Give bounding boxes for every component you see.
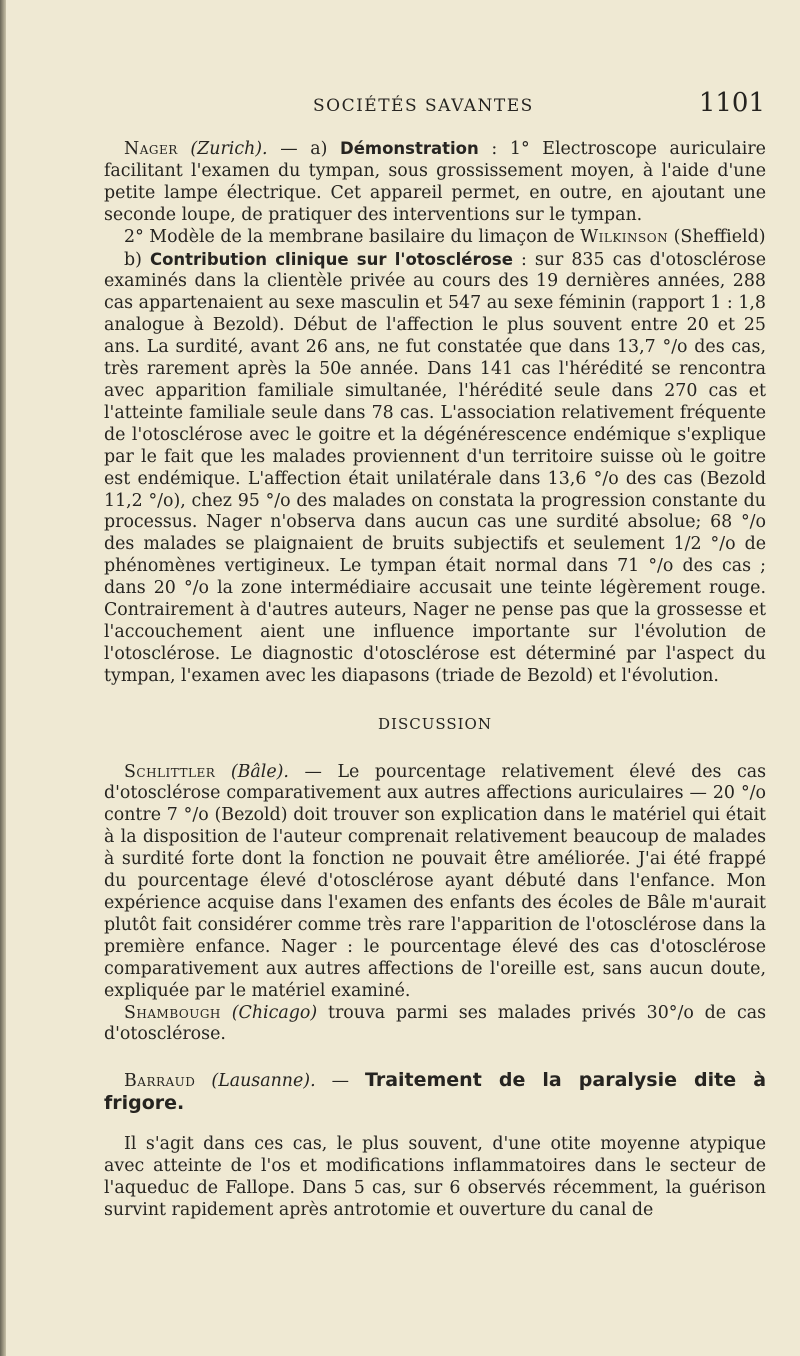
author-shambough: Shambough <box>124 1002 221 1023</box>
discussion-heading: DISCUSSION <box>378 714 492 733</box>
paragraph-spacer <box>104 1116 766 1134</box>
nager-model-paragraph <box>104 227 766 249</box>
section-spacer <box>104 1046 766 1070</box>
item-b-marker: b) <box>124 249 150 270</box>
model-suffix: (Sheffield) <box>668 226 766 247</box>
demonstration-text: : 1° Electroscope auriculaire facilitant l'examen du tympan, sous grossissement moyen, à l'aide d'une petite lampe électrique. Cet appareil permet, en outre, en ajoutant une seconde loupe, de pratiquer des interventions sur le tympan. <box>104 139 766 225</box>
shambough-text: trouva parmi ses malades privés 30°/o de cas d'otosclérose. <box>104 1002 766 1045</box>
demonstration-title: Démonstration <box>340 139 479 158</box>
shambough-paragraph <box>104 1003 766 1047</box>
page-number: 1101 <box>698 88 765 118</box>
location-chicago: (Chicago) <box>231 1002 318 1023</box>
author-barraud: Barraud <box>124 1071 196 1092</box>
location-lausanne: (Lausanne). <box>211 1071 316 1092</box>
contribution-text: : sur 835 cas d'otosclérose examinés dans la clientèle privée au cours des 19 dernières années, 288 cas appartenaient au sexe masculin et 547 au sexe féminin (rapport 1 : 1,8 analogue à Bezold). Début de l'affection le plus souvent entre 20 et 25 ans. La surdité, avant 26 ans, ne fut constatée que dans 13,7 °/o des cas, très rarement après la 50e année. Dans 141 cas l'hérédité se rencontra avec apparition familiale simultanée, l'hérédité seule dans 270 cas et l'atteinte familiale seule dans 78 cas. L'association relativement fréquente de l'otosclérose avec le goitre et la dégénérescence endémique s'explique par le fait que les malades proviennent d'un territoire suisse où le goitre est endémique. L'affection était unilatérale dans 13,6 °/o des cas (Bezold 11,2 °/o), chez 95 °/o des malades on constata la progression constante du processus. Nager n'observa dans aucun cas une surdité absolue; 68 °/o des malades se plaignaient de bruits subjectifs et seulement 1/2 °/o de phénomènes vertigineux. Le tympan était normal dans 71 °/o des cas ; dans 20 °/o la zone intermédiaire accusait une teinte légèrement rouge. Contrairement à d'autres auteurs, Nager ne pense pas que la grossesse et l'accouchement aient une influence importante sur l'évolution de l'otosclérose. Le diagnostic d'otosclérose est déterminé par l'aspect du tympan, l'examen avec les diapasons (triade de Bezold) et l'évolution. <box>104 249 767 686</box>
barraud-dash: — <box>315 1071 365 1092</box>
author-schlittler: Schlittler <box>124 761 216 782</box>
running-title: SOCIÉTÉS SAVANTES <box>313 96 534 116</box>
contribution-title: Contribution clinique sur l'otosclérose <box>149 249 513 269</box>
author-nager: Nager <box>124 139 178 159</box>
nager-contribution-paragraph <box>104 249 766 688</box>
author-wilkinson: Wilkinson <box>580 226 669 247</box>
model-prefix: 2° Modèle de la membrane basilaire du limaçon de <box>124 226 581 247</box>
barraud-text-paragraph <box>104 1134 766 1222</box>
page-binding-edge <box>0 0 6 1356</box>
article-body <box>104 138 766 1222</box>
barraud-text: Il s'agit dans ces cas, le plus souvent, d'une otite moyenne atypique avec atteinte de l'os et modifications inflammatoires dans le secteur de l'aqueduc de Fallope. Dans 5 cas, sur 6 observés récemment, la guérison survint rapidement après antrotomie et ouverture du canal de <box>104 1134 766 1220</box>
schlittler-text: — Le pourcentage relativement élevé des cas d'otosclérose comparativement aux autres affections auriculaires — 20 °/o contre 7 °/o (Bezold) doit trouver son explication dans le matériel qui était à la disposition de l'auteur comprenait relativement beaucoup de malades à surdité forte dont la fonction ne pouvait être améliorée. J'ai été frappé du pourcentage élevé d'otosclérose ayant débuté dans l'enfance. Mon expérience acquise dans l'examen des enfants des écoles de Bâle m'aurait plutôt fait considérer comme très rare l'apparition de l'otosclérose dans la première enfance. Nager : le pourcentage élevé des cas d'otosclérose comparativement aux autres affections de l'oreille est, sans aucun doute, expliquée par le matériel examiné. <box>104 761 767 1001</box>
page-header <box>105 88 765 122</box>
nager-demonstration-paragraph <box>104 138 766 227</box>
schlittler-paragraph <box>104 762 766 1003</box>
location-bale: (Bâle). <box>230 761 289 782</box>
barraud-heading-paragraph <box>104 1070 766 1116</box>
barraud-title: Traitement de la paralysie dite à frigore. <box>104 1069 767 1115</box>
location-zurich: (Zurich). <box>190 139 268 159</box>
item-a-marker: — a) <box>267 139 340 159</box>
